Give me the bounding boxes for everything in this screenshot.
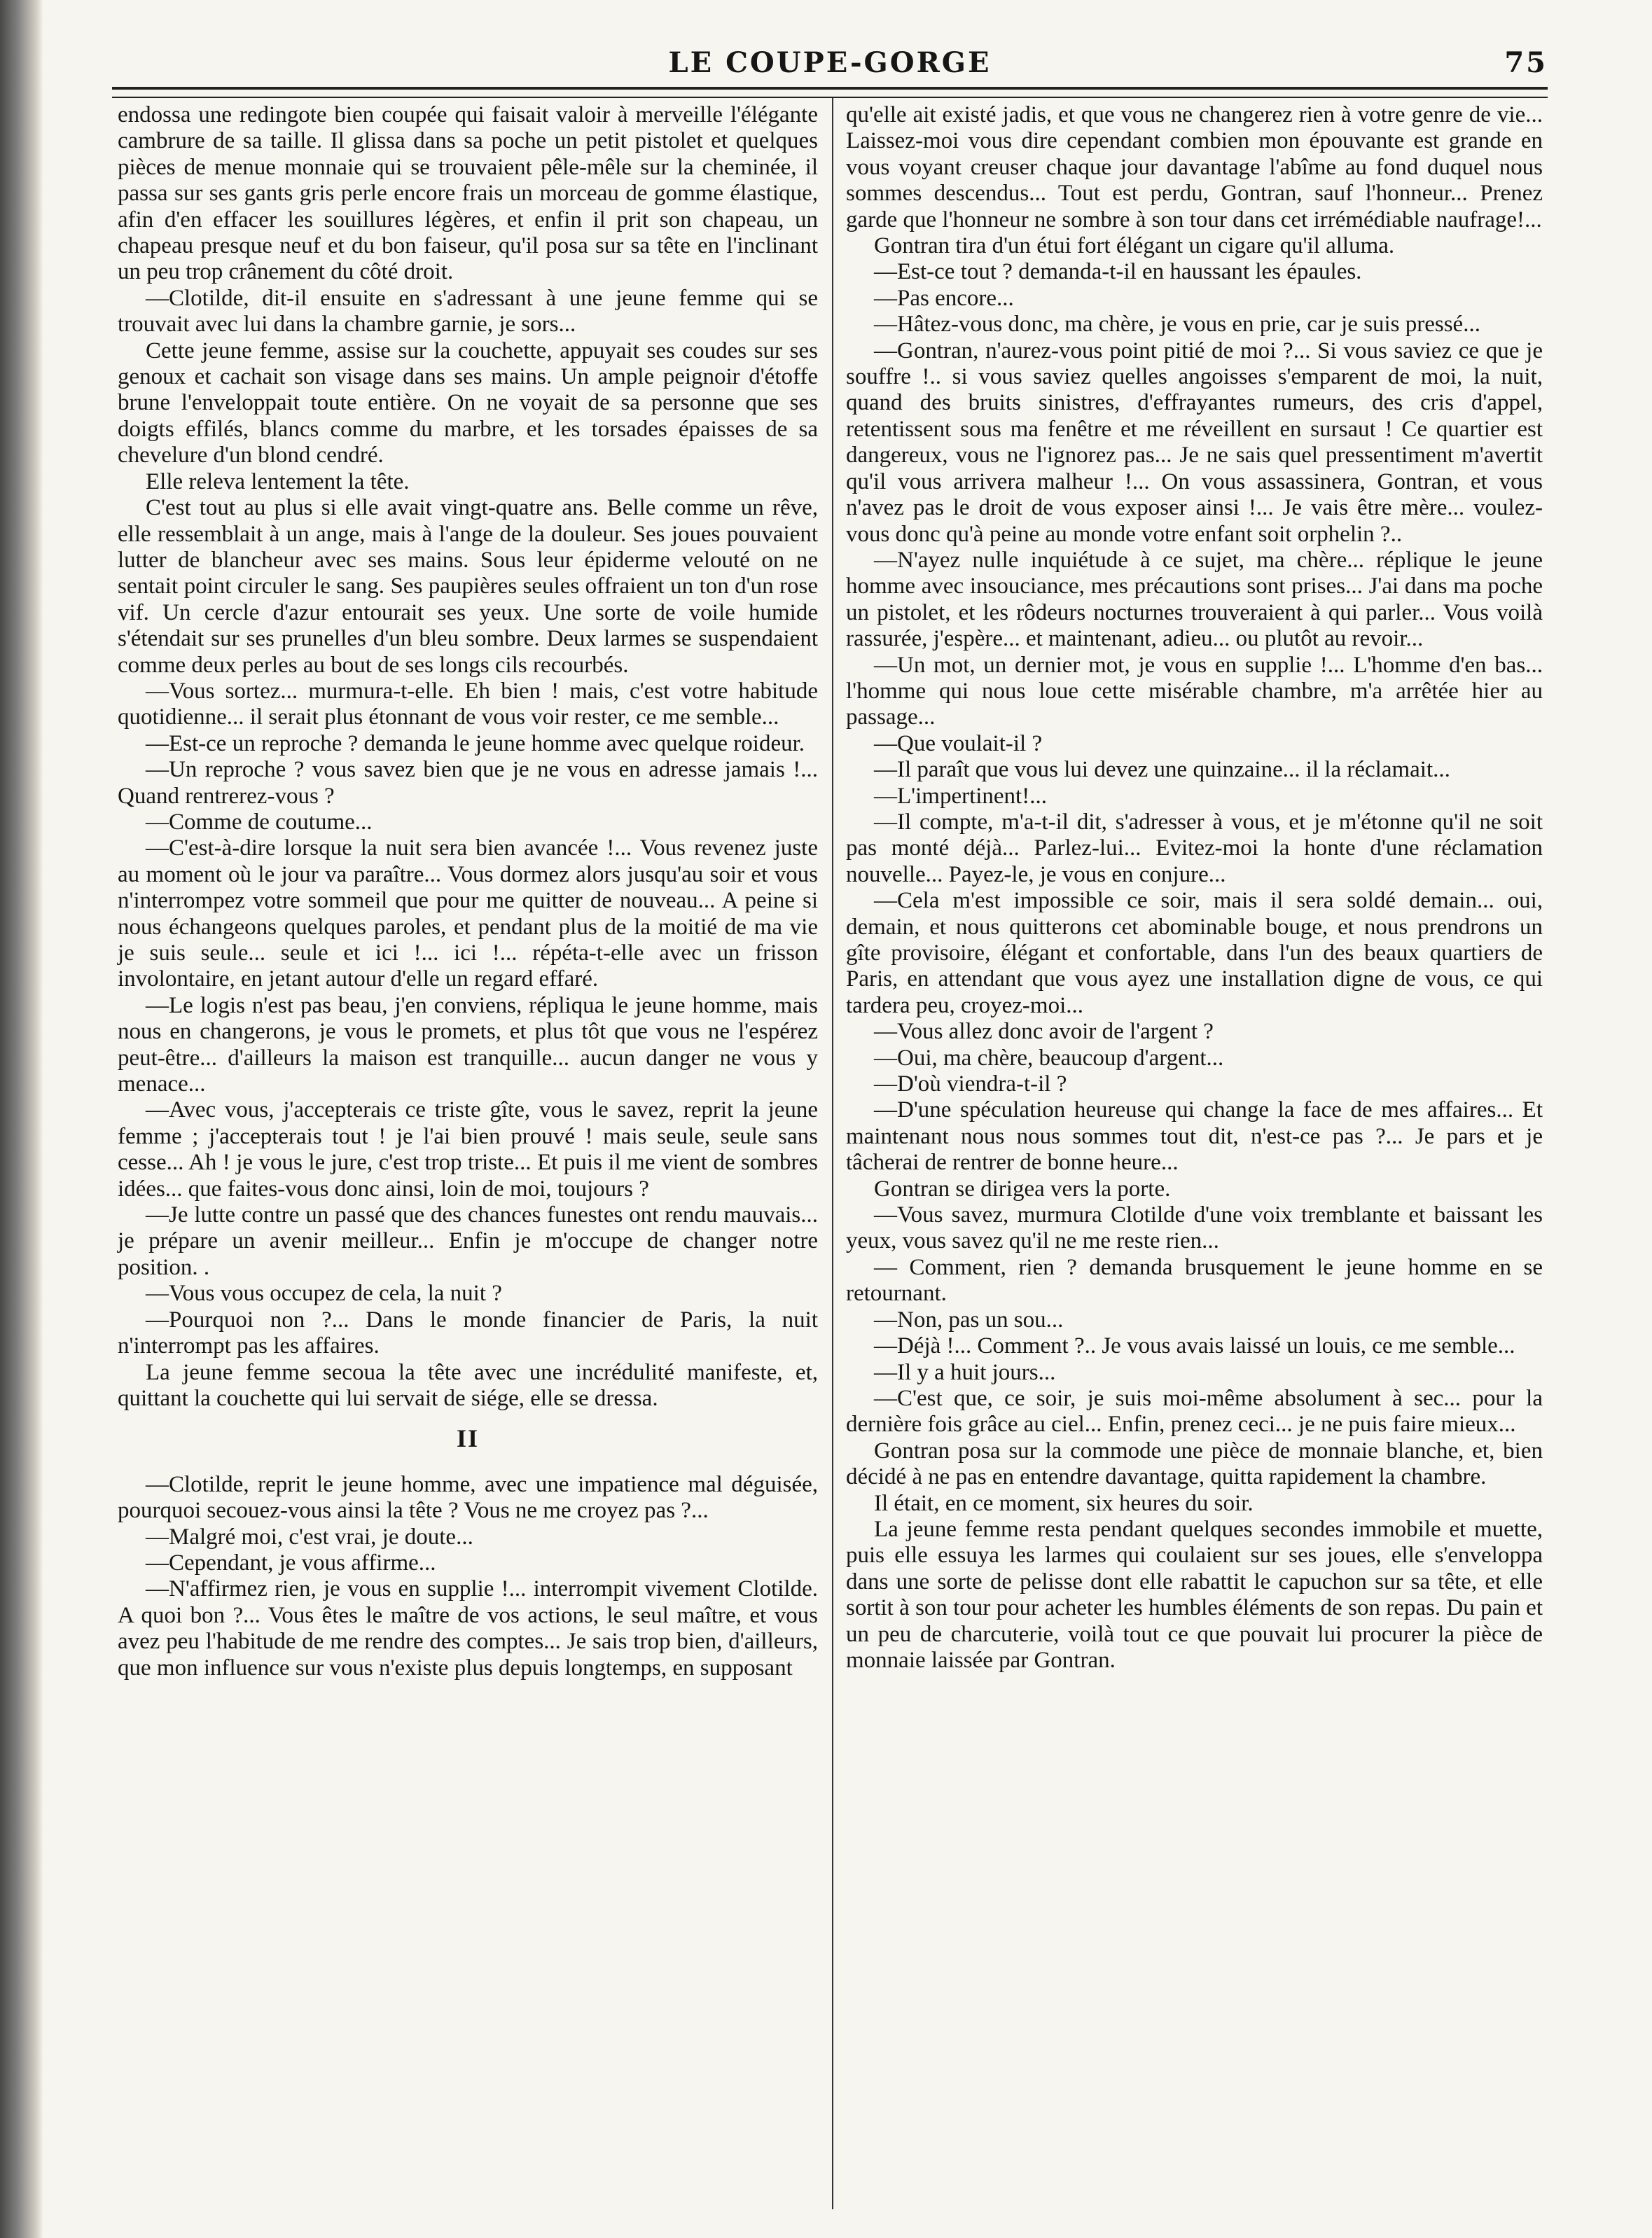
- page-header: [112, 41, 1548, 83]
- paragraph: —Déjà !... Comment ?.. Je vous avais laissé un louis, ce me semble...: [874, 1333, 1515, 1359]
- paragraph: La jeune femme secoua la tête avec une incrédulité manifeste, et, quittant la couchette qui lui servait de siége, elle se dressa.: [118, 1359, 818, 1411]
- paragraph: Gontran posa sur la commode une pièce de monnaie blanche, et, bien décidé à ne pas en entendre davantage, quitta rapidement la chambre.: [846, 1438, 1543, 1490]
- paragraph: —Clotilde, dit-il ensuite en s'adressant à une jeune femme qui se trouvait avec lui dans la chambre garnie, je sors...: [118, 285, 818, 338]
- paragraph: —Cela m'est impossible ce soir, mais il sera soldé demain... oui, demain, et nous quitterons cet abominable bouge, et nous prendrons un gîte provisoire, élégant et confortable, dans l'un des beaux quartiers de Paris, en attendant que vous ayez une installation digne de vous, ce qui tardera peu, croyez-moi...: [846, 888, 1543, 1018]
- paragraph: —Il paraît que vous lui devez une quinzaine... il la réclamait...: [874, 757, 1450, 783]
- paragraph: Gontran tira d'un étui fort élégant un cigare qu'il alluma.: [874, 233, 1395, 259]
- paragraph: —L'impertinent!...: [874, 783, 1047, 809]
- page-binding-edge: [0, 0, 43, 2238]
- paragraph: —Pas encore...: [874, 285, 1014, 311]
- paragraph: La jeune femme resta pendant quelques secondes immobile et muette, puis elle essuya les larmes qui coulaient sur ses joues, elle s'enveloppa dans une sorte de pelisse dont elle rabattit le capuchon sur sa tête, et elle sortit à son tour pour acheter les humbles éléments de son repas. Du pain et un peu de charcuterie, voilà tout ce que pouvait lui procurer la pièce de monnaie laissée par Gontran.: [846, 1516, 1543, 1673]
- left-column: [118, 102, 818, 1681]
- paragraph: —D'une spéculation heureuse qui change la face de mes affaires... Et maintenant nous nous sommes tout dit, n'est-ce pas ?... Je pars et je tâcherai de rentrer de bonne heure...: [846, 1097, 1543, 1176]
- paragraph: —Clotilde, reprit le jeune homme, avec une impatience mal déguisée, pourquoi secouez-vous ainsi la tête ? Vous ne me croyez pas ?...: [118, 1471, 818, 1524]
- paragraph: —Oui, ma chère, beaucoup d'argent...: [874, 1045, 1224, 1071]
- paragraph: —D'où viendra-t-il ?: [874, 1071, 1067, 1097]
- paragraph: —Cependant, je vous affirme...: [146, 1550, 436, 1576]
- paragraph: —Non, pas un sou...: [874, 1307, 1064, 1333]
- paragraph: —Le logis n'est pas beau, j'en conviens, répliqua le jeune homme, mais nous en changerons, je vous le promets, et plus tôt que vous ne l'espérez peut-être... d'ailleurs la maison est tranquille... aucun danger ne vous y menace...: [118, 992, 818, 1097]
- paragraph: Elle releva lentement la tête.: [146, 468, 410, 494]
- paragraph: —Vous savez, murmura Clotilde d'une voix tremblante et baissant les yeux, vous savez qu'il ne me reste rien...: [846, 1202, 1543, 1254]
- paragraph: endossa une redingote bien coupée qui faisait valoir à merveille l'élégante cambrure de sa taille. Il glissa dans sa poche un petit pistolet et quelques pièces de menue monnaie qui se trouvaient pêle-mêle sur la cheminée, il passa sur ses gants gris perle encore frais un morceau de gomme élastique, afin d'en effacer les souillures légères, et enfin il prit son chapeau, un chapeau presque neuf et du bon faiseur, qu'il posa sur sa tête en l'inclinant un peu trop crânement du côté droit.: [118, 102, 818, 285]
- paragraph: qu'elle ait existé jadis, et que vous ne changerez rien à votre genre de vie... Laissez-moi vous dire cependant combien mon épouvante est grande en vous voyant creuser chaque jour davantage l'abîme au fond duquel nous sommes descendus... Tout est perdu, Gontran, sauf l'honneur... Prenez garde que l'honneur ne sombre à son tour dans cet irrémédiable naufrage!...: [846, 102, 1543, 232]
- paragraph: —Que voulait-il ?: [874, 730, 1043, 756]
- paragraph: —Pourquoi non ?... Dans le monde financier de Paris, la nuit n'interrompt pas les affaires.: [118, 1307, 818, 1359]
- paragraph: —N'affirmez rien, je vous en supplie !... interrompit vivement Clotilde. A quoi bon ?... Vous êtes le maître de vos actions, le seul maître, et vous avez peu l'habitude de me rendre des comptes... Je sais trop bien, d'ailleurs, que mon influence sur vous n'existe plus depuis longtemps, en supposant: [118, 1576, 818, 1681]
- paragraph: C'est tout au plus si elle avait vingt-quatre ans. Belle comme un rêve, elle ressemblait à un ange, mais à l'ange de la douleur. Ses joues pouvaient lutter de blancheur avec ses mains. Sous leur épiderme velouté on ne sentait point circuler le sang. Ses paupières seules offraient un ton d'un rose vif. Un cercle d'azur entourait ses yeux. Une sorte de voile humide s'étendait sur ses prunelles d'un bleu sombre. Deux larmes se suspendaient comme deux perles au bout de ses longs cils recourbés.: [118, 495, 818, 678]
- paragraph: —Un reproche ? vous savez bien que je ne vous en adresse jamais !... Quand rentrerez-vous ?: [118, 757, 818, 809]
- paragraph: —Il compte, m'a-t-il dit, s'adresser à vous, et je m'étonne qu'il ne soit pas monté déjà... Parlez-lui... Evitez-moi la honte d'une réclamation nouvelle... Payez-le, je vous en conjure...: [846, 809, 1543, 887]
- paragraph: — Comment, rien ? demanda brusquement le jeune homme en se retournant.: [846, 1254, 1543, 1307]
- column-divider: [832, 98, 833, 2209]
- paragraph: —Avec vous, j'accepterais ce triste gîte, vous le savez, reprit la jeune femme ; j'accepterais tout ! je l'ai bien prouvé ! mais seule, seule sans cesse... Ah ! je vous le jure, c'est trop triste... Et puis il me vient de sombres idées... que faites-vous donc ainsi, loin de moi, toujours ?: [118, 1097, 818, 1202]
- paragraph: —Malgré moi, c'est vrai, je doute...: [146, 1524, 473, 1550]
- paragraph: Cette jeune femme, assise sur la couchette, appuyait ses coudes sur ses genoux et cachait son visage dans ses mains. Un ample peignoir d'étoffe brune l'enveloppait toute entière. On ne voyait de sa personne que ses doigts effilés, blancs comme du marbre, et les torsades épaisses de sa chevelure d'un blond cendré.: [118, 338, 818, 468]
- paragraph: —Gontran, n'aurez-vous point pitié de moi ?... Si vous saviez ce que je souffre !.. si vous saviez quelles angoisses s'emparent de moi, la nuit, quand des bruits sinistres, d'effrayantes rumeurs, des cris d'appel, retentissent sous ma fenêtre et me réveillent en sursaut ! Ce quartier est dangereux, vous ne l'ignorez pas... Je ne sais quel pressentiment m'avertit qu'il vous arrivera malheur !... On vous assassinera, Gontran, et vous n'avez pas le droit de vous exposer ainsi !... Je vais être mère... voulez-vous donc qu'à peine au monde votre enfant soit orphelin ?..: [846, 338, 1543, 547]
- header-rule: [112, 87, 1548, 98]
- paragraph: —Est-ce tout ? demanda-t-il en haussant les épaules.: [874, 259, 1362, 285]
- paragraph: —C'est-à-dire lorsque la nuit sera bien avancée !... Vous revenez juste au moment où le jour va paraître... Vous dormez alors jusqu'au soir et vous n'interrompez votre sommeil que pour me quitter de nouveau... A peine si nous échangeons quelques paroles, et pendant plus de la moitié de ma vie je suis seule... seule et ici !... ici !... répéta-t-elle avec un frisson involontaire, en jetant autour d'elle un regard effaré.: [118, 835, 818, 992]
- section-heading: II: [456, 1424, 480, 1453]
- paragraph: —Vous allez donc avoir de l'argent ?: [874, 1019, 1214, 1045]
- paragraph: —Est-ce un reproche ? demanda le jeune homme avec quelque roideur.: [146, 730, 805, 756]
- paragraph: —Comme de coutume...: [146, 809, 373, 835]
- paragraph: —Vous sortez... murmura-t-elle. Eh bien ! mais, c'est votre habitude quotidienne... il serait plus étonnant de vous voir rester, ce me semble...: [118, 678, 818, 730]
- right-column: [846, 102, 1543, 1674]
- page-number: 75: [1504, 46, 1548, 79]
- paragraph: —Il y a huit jours...: [874, 1359, 1056, 1385]
- paragraph: —N'ayez nulle inquiétude à ce sujet, ma chère... réplique le jeune homme avec insouciance, mes précautions sont prises... J'ai dans ma poche un pistolet, et les rôdeurs nocturnes trouveraient à qui parler... Vous voilà rassurée, j'espère... et maintenant, adieu... ou plutôt au revoir...: [846, 547, 1543, 652]
- running-title: LE COUPE-GORGE: [668, 46, 992, 79]
- paragraph: —Un mot, un dernier mot, je vous en supplie !... L'homme d'en bas... l'homme qui nous loue cette misérable chambre, m'a arrêtée hier au passage...: [846, 652, 1543, 730]
- paragraph: —Hâtez-vous donc, ma chère, je vous en prie, car je suis pressé...: [874, 312, 1480, 338]
- paragraph: —C'est que, ce soir, je suis moi-même absolument à sec... pour la dernière fois grâce au ciel... Enfin, prenez ceci... je ne puis faire mieux...: [846, 1385, 1543, 1438]
- paragraph: —Vous vous occupez de cela, la nuit ?: [146, 1281, 502, 1307]
- paragraph: —Je lutte contre un passé que des chances funestes ont rendu mauvais... je prépare un avenir meilleur... Enfin je m'occupe de changer notre position. .: [118, 1202, 818, 1280]
- paragraph: Gontran se dirigea vers la porte.: [874, 1176, 1171, 1202]
- paragraph: Il était, en ce moment, six heures du soir.: [874, 1490, 1254, 1516]
